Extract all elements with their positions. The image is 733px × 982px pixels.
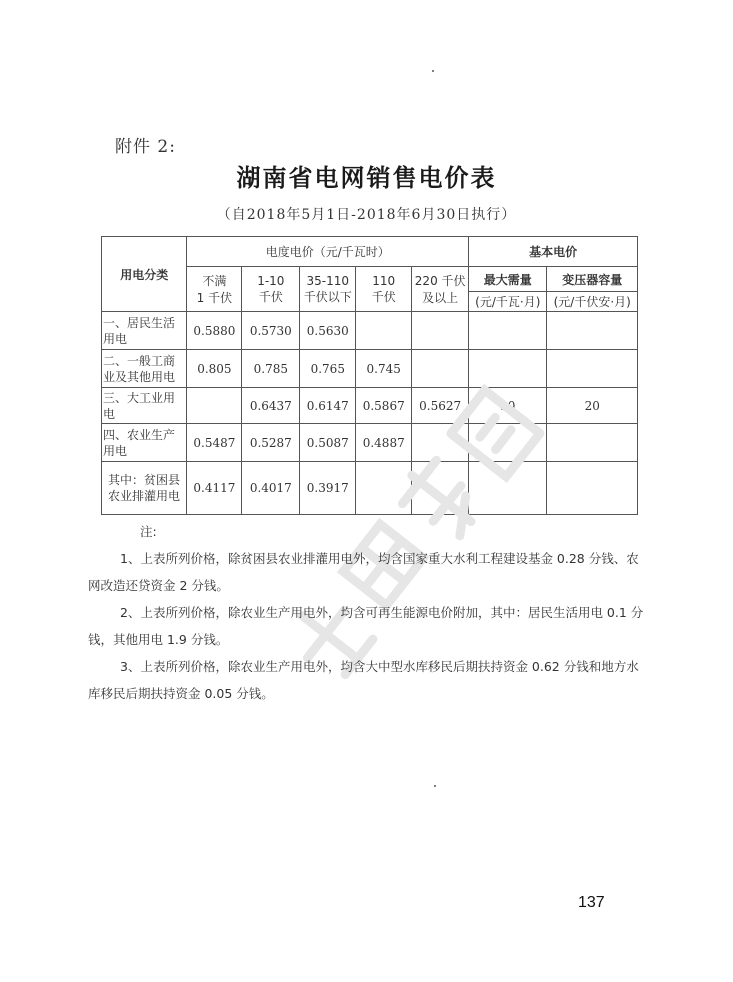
price-cell: 0.4887 bbox=[356, 424, 412, 462]
price-cell: 0.4117 bbox=[187, 462, 242, 515]
price-cell: 0.765 bbox=[300, 350, 356, 388]
price-cell: 0.5730 bbox=[242, 312, 300, 350]
basic-col-header: 变压器容量 bbox=[547, 267, 638, 292]
notes-label: 注: bbox=[140, 524, 157, 539]
price-cell bbox=[412, 424, 469, 462]
price-cell: 0.5867 bbox=[356, 388, 412, 424]
price-cell bbox=[412, 312, 469, 350]
basic-cell bbox=[547, 462, 638, 515]
price-cell: 0.805 bbox=[187, 350, 242, 388]
price-cell bbox=[412, 350, 469, 388]
basic-cell bbox=[547, 424, 638, 462]
price-cell: 0.5287 bbox=[242, 424, 300, 462]
attachment-label: 附件 2: bbox=[115, 137, 176, 157]
row-category: 三、大工业用电 bbox=[102, 388, 187, 424]
basic-col-unit: (元/千瓦·月) bbox=[469, 292, 547, 312]
price-cell: 0.5630 bbox=[300, 312, 356, 350]
price-cell bbox=[412, 462, 469, 515]
basic-cell bbox=[469, 424, 547, 462]
voltage-col-header: 1-10 千伏 bbox=[242, 267, 300, 312]
basic-cell: 30 bbox=[469, 388, 547, 424]
row-category: 其中：贫困县农业排灌用电 bbox=[102, 462, 187, 515]
basic-col-header: 最大需量 bbox=[469, 267, 547, 292]
voltage-col-header: 35-110 千伏以下 bbox=[300, 267, 356, 312]
table-row bbox=[102, 462, 638, 515]
price-cell: 0.6147 bbox=[300, 388, 356, 424]
table-row bbox=[102, 350, 638, 388]
price-cell: 0.745 bbox=[356, 350, 412, 388]
voltage-col-header: 110 千伏 bbox=[356, 267, 412, 312]
note-item: 1、上表所列价格，除贫困县农业排灌用电外，均含国家重大水利工程建设基金 0.28 分钱、农网改造还贷资金 2 分钱。 bbox=[88, 551, 639, 593]
price-cell: 0.6437 bbox=[242, 388, 300, 424]
note-item: 2、上表所列价格，除农业生产用电外，均含可再生能源电价附加，其中：居民生活用电 0.1 分钱，其他用电 1.9 分钱。 bbox=[88, 605, 644, 647]
basic-cell bbox=[547, 350, 638, 388]
price-cell bbox=[356, 312, 412, 350]
row-category: 二、一般工商业及其他用电 bbox=[102, 350, 187, 388]
price-cell bbox=[187, 388, 242, 424]
basic-cell bbox=[547, 312, 638, 350]
page-number: 137 bbox=[578, 894, 605, 911]
notes-section bbox=[88, 518, 648, 707]
header-energy-price: 电度电价（元/千瓦时） bbox=[187, 237, 469, 267]
price-cell: 0.4017 bbox=[242, 462, 300, 515]
table-row bbox=[102, 388, 638, 424]
scan-speck bbox=[432, 70, 434, 72]
basic-cell: 20 bbox=[547, 388, 638, 424]
price-cell: 0.5880 bbox=[187, 312, 242, 350]
price-cell: 0.785 bbox=[242, 350, 300, 388]
header-category: 用电分类 bbox=[102, 237, 187, 312]
note-item: 3、上表所列价格，除农业生产用电外，均含大中型水库移民后期扶持资金 0.62 分钱和地方水库移民后期扶持资金 0.05 分钱。 bbox=[88, 659, 639, 701]
price-cell: 0.3917 bbox=[300, 462, 356, 515]
voltage-col-header: 不满 1 千伏 bbox=[187, 267, 242, 312]
price-cell: 0.5487 bbox=[187, 424, 242, 462]
header-basic-price: 基本电价 bbox=[469, 237, 638, 267]
basic-cell bbox=[469, 312, 547, 350]
price-cell: 0.5627 bbox=[412, 388, 469, 424]
price-cell bbox=[356, 462, 412, 515]
row-category: 四、农业生产用电 bbox=[102, 424, 187, 462]
table-row bbox=[102, 424, 638, 462]
basic-cell bbox=[469, 462, 547, 515]
basic-cell bbox=[469, 350, 547, 388]
row-category: 一、居民生活用电 bbox=[102, 312, 187, 350]
basic-col-unit: (元/千伏安·月) bbox=[547, 292, 638, 312]
document-title: 湖南省电网销售电价表 bbox=[236, 163, 497, 192]
voltage-col-header: 220 千伏 及以上 bbox=[412, 267, 469, 312]
scan-speck bbox=[434, 785, 436, 787]
effective-period: （自2018年5月1日-2018年6月30日执行） bbox=[216, 207, 517, 223]
table-row bbox=[102, 312, 638, 350]
price-cell: 0.5087 bbox=[300, 424, 356, 462]
tariff-table bbox=[101, 236, 638, 515]
